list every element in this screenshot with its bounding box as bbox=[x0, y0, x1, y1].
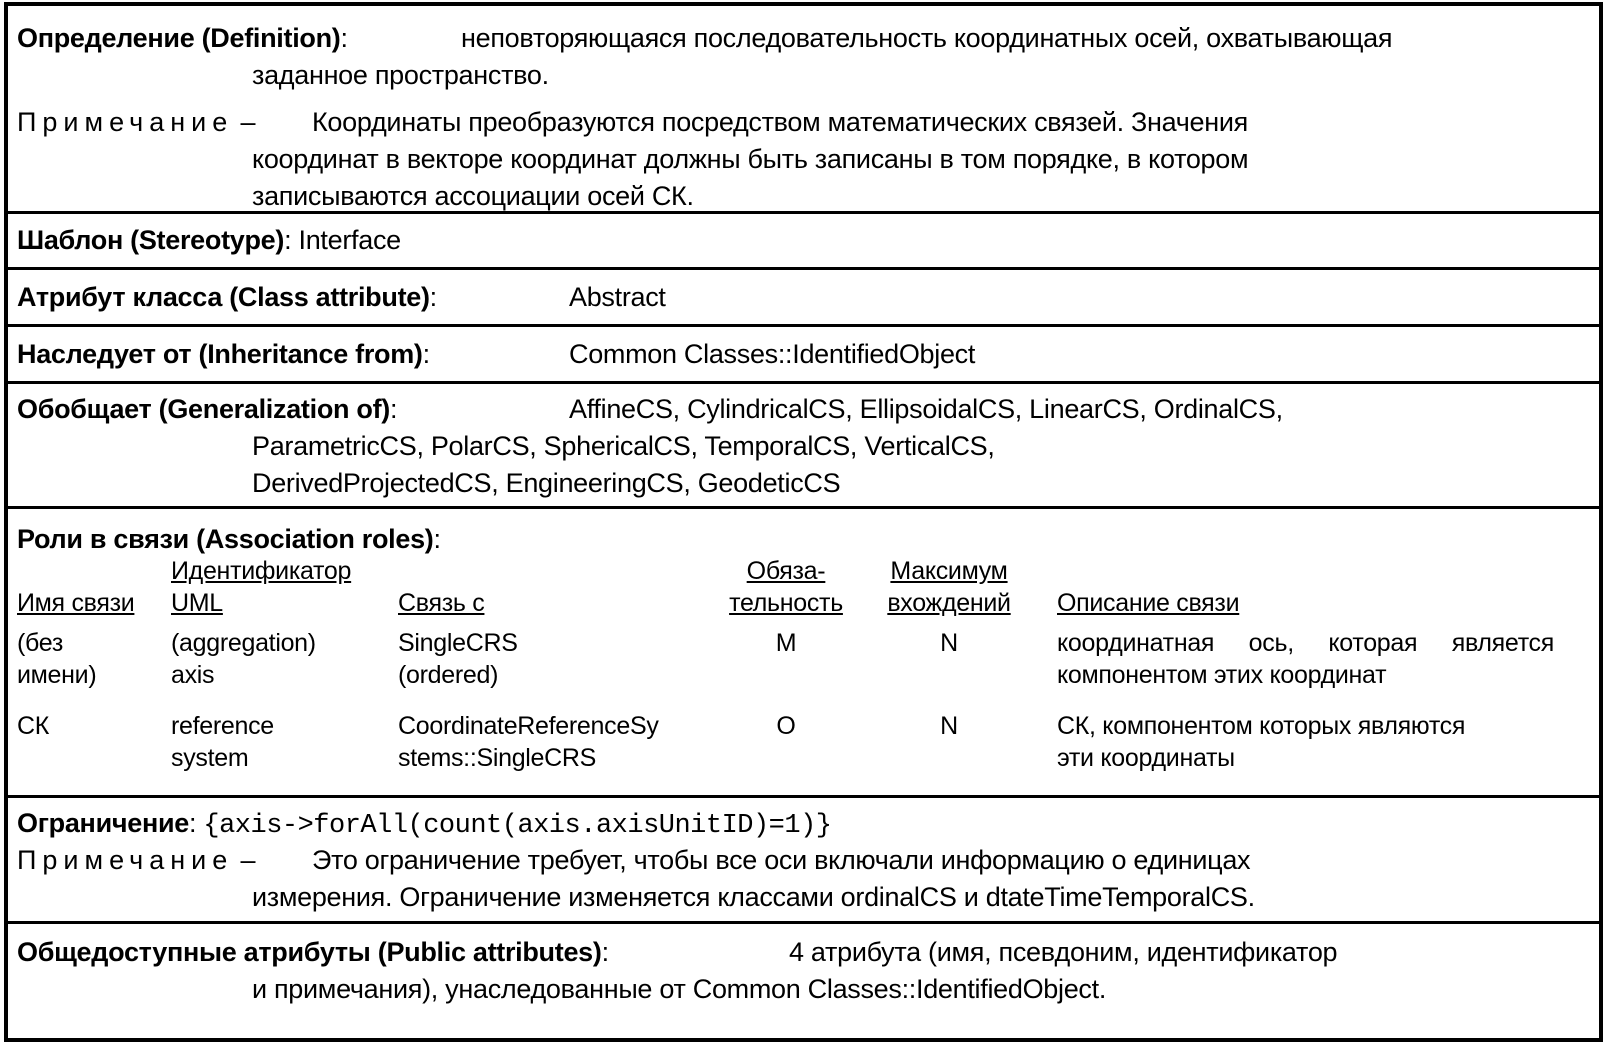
public-attributes-cont: и примечания), унаследованные от Common Classes::IdentifiedObject. bbox=[252, 974, 1107, 1004]
definition-text: неповторяющаяся последовательность координатных осей, охватывающая bbox=[461, 23, 1393, 53]
header-uml-1: Идентификатор bbox=[171, 557, 352, 585]
public-attributes-section: Общедоступные атрибуты (Public attributes): 4 атрибута (имя, псевдоним, идентификатор и примечания), унаследованные от Common Classes::IdentifiedObject. bbox=[8, 924, 1599, 1008]
row1-link-2: (ordered) bbox=[398, 661, 499, 689]
constraint-note-label: Примечание bbox=[17, 845, 234, 875]
row2-obligation: O bbox=[776, 712, 796, 740]
class-attribute-section: Атрибут класса (Class attribute): Abstract bbox=[8, 270, 1599, 327]
row2-uml-2: system bbox=[171, 744, 249, 772]
definition-label: Определение (Definition) bbox=[17, 23, 341, 53]
constraint-code: {axis->forAll(count(axis.axisUnitID)=1)} bbox=[203, 811, 832, 841]
definition-row: Определение (Definition): неповторяющаяся последовательность координатных осей, охватывающая bbox=[17, 20, 1591, 57]
constraint-note-cont: измерения. Ограничение изменяется классами ordinalCS и dtateTimeTemporalCS. bbox=[252, 882, 1255, 912]
definition-section bbox=[8, 6, 1599, 214]
header-uml-2: UML bbox=[171, 589, 223, 617]
constraint-label: Ограничение bbox=[17, 808, 189, 838]
definition-note-cont-1: координат в векторе координат должны быть записаны в том порядке, в котором bbox=[252, 144, 1249, 174]
row2-desc-2: эти координаты bbox=[1057, 744, 1235, 772]
generalization-list-2: ParametricCS, PolarCS, SphericalCS, TemporalCS, VerticalCS, bbox=[252, 431, 995, 461]
row2-uml-1: reference bbox=[171, 712, 274, 740]
definition-note-text: Координаты преобразуются посредством математических связей. Значения bbox=[312, 107, 1248, 137]
inheritance-section: Наследует от (Inheritance from): Common Classes::IdentifiedObject bbox=[8, 327, 1599, 384]
row2-desc-1: СК, компонентом которых являются bbox=[1057, 712, 1466, 740]
row1-uml-2: axis bbox=[171, 661, 215, 689]
inheritance-label: Наследует от (Inheritance from) bbox=[17, 339, 423, 369]
row1-max: N bbox=[940, 629, 958, 657]
definition-note-row: Примечание – Координаты преобразуются посредством математических связей. Значения bbox=[17, 104, 1591, 141]
generalization-list-1: AffineCS, CylindricalCS, EllipsoidalCS, LinearCS, OrdinalCS, bbox=[569, 394, 1283, 424]
header-obligation-2: тельность bbox=[729, 589, 843, 617]
row1-link-1: SingleCRS bbox=[398, 629, 518, 657]
definition-note-cont-2: записываются ассоциации осей СК. bbox=[252, 181, 694, 211]
row1-desc-1: координатная ось, которая является bbox=[1057, 629, 1554, 657]
header-description: Описание связи bbox=[1057, 589, 1240, 617]
constraint-section bbox=[8, 798, 1599, 924]
header-name: Имя связи bbox=[17, 589, 135, 617]
constraint-row: Ограничение: {axis->forAll(count(axis.axisUnitID)=1)} bbox=[17, 808, 832, 841]
row1-name-2: имени) bbox=[17, 661, 97, 689]
generalization-list-3: DerivedProjectedCS, EngineeringCS, GeodeticCS bbox=[252, 468, 841, 498]
row2-link-2: stems::SingleCRS bbox=[398, 744, 597, 772]
public-attributes-label: Общедоступные атрибуты (Public attributes) bbox=[17, 937, 602, 967]
generalization-label: Обобщает (Generalization of) bbox=[17, 394, 390, 424]
definition-note-label: Примечание bbox=[17, 107, 234, 137]
header-max-1: Максимум bbox=[890, 557, 1008, 585]
header-max-2: вхождений bbox=[887, 589, 1011, 617]
row1-uml-1: (aggregation) bbox=[171, 629, 316, 657]
row1-name-1: (без bbox=[17, 629, 63, 657]
class-specification-table bbox=[4, 2, 1603, 1042]
definition-text-cont: заданное пространство. bbox=[252, 60, 549, 90]
constraint-note-row: Примечание – Это ограничение требует, чтобы все оси включали информацию о единицах bbox=[17, 842, 1591, 879]
public-attributes-text: 4 атрибута (имя, псевдоним, идентификатор bbox=[789, 937, 1338, 967]
header-obligation-1: Обяза- bbox=[746, 557, 826, 585]
stereotype-label: Шаблон (Stereotype) bbox=[17, 225, 285, 255]
row1-obligation: M bbox=[775, 629, 797, 657]
constraint-note-text: Это ограничение требует, чтобы все оси включали информацию о единицах bbox=[312, 845, 1251, 875]
class-attribute-label: Атрибут класса (Class attribute) bbox=[17, 282, 430, 312]
inheritance-value: Common Classes::IdentifiedObject bbox=[569, 339, 976, 369]
row2-link-1: CoordinateReferenceSy bbox=[398, 712, 659, 740]
association-roles-section: Роли в связи (Association roles): Имя связи Идентификатор UML Связь с Обяза- тельность Максимум вхождений Описание связи (без имени) (aggregation) axis SingleCRS (ordered) M N координатная ось, которая является компонентом этих координат СК reference system CoordinateReferenceSy stems::SingleCRS O N СК, компонентом которых являются эти координаты bbox=[8, 509, 1599, 798]
stereotype-section: Шаблон (Stereotype): Interface bbox=[8, 214, 1599, 270]
class-attribute-value: Abstract bbox=[569, 282, 666, 312]
stereotype-value: Interface bbox=[298, 225, 401, 255]
roles-label: Роли в связи (Association roles) bbox=[17, 524, 434, 554]
row1-desc-2: компонентом этих координат bbox=[1057, 661, 1387, 689]
row2-max: N bbox=[940, 712, 958, 740]
generalization-section: Обобщает (Generalization of): AffineCS, CylindricalCS, EllipsoidalCS, LinearCS, OrdinalCS, ParametricCS, PolarCS, SphericalCS, TemporalCS, VerticalCS, DerivedProjectedCS, EngineeringCS, GeodeticCS bbox=[8, 384, 1599, 509]
row2-name-1: СК bbox=[17, 712, 50, 740]
header-link: Связь с bbox=[398, 589, 485, 617]
